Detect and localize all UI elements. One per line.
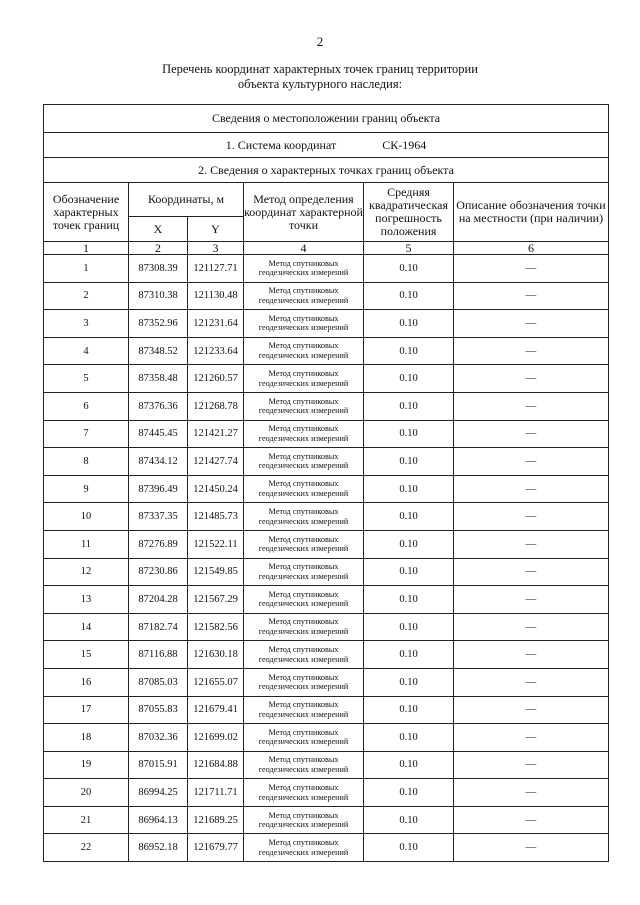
- table-row: [44, 641, 609, 669]
- y-coordinate-cell: 121127.71: [188, 255, 244, 283]
- table-row: [44, 310, 609, 338]
- y-coordinate-cell: 121427.74: [188, 448, 244, 476]
- description-cell: —: [454, 586, 609, 614]
- x-coordinate-cell: 87396.49: [129, 475, 188, 503]
- description-cell: —: [454, 310, 609, 338]
- table-row: [44, 751, 609, 779]
- error-cell: 0.10: [364, 310, 454, 338]
- table-row: [44, 558, 609, 586]
- point-number-cell: 2: [44, 282, 129, 310]
- point-number-cell: 3: [44, 310, 129, 338]
- method-cell: Метод спутниковых геодезических измерений: [244, 530, 364, 558]
- point-number-cell: 8: [44, 448, 129, 476]
- points-info-label: 2. Сведения о характерных точках границ объекта: [44, 158, 609, 183]
- point-number-cell: 11: [44, 530, 129, 558]
- table-row: [44, 530, 609, 558]
- point-number-cell: 4: [44, 337, 129, 365]
- method-cell: Метод спутниковых геодезических измерений: [244, 751, 364, 779]
- table-row: [44, 365, 609, 393]
- error-cell: 0.10: [364, 668, 454, 696]
- description-cell: —: [454, 558, 609, 586]
- y-coordinate-cell: 121268.78: [188, 392, 244, 420]
- method-cell: Метод спутниковых геодезических измерений: [244, 806, 364, 834]
- method-cell: Метод спутниковых геодезических измерений: [244, 337, 364, 365]
- description-cell: —: [454, 696, 609, 724]
- y-coordinate-cell: 121260.57: [188, 365, 244, 393]
- method-cell: Метод спутниковых геодезических измерений: [244, 392, 364, 420]
- error-cell: 0.10: [364, 337, 454, 365]
- method-cell: Метод спутниковых геодезических измерений: [244, 420, 364, 448]
- error-cell: 0.10: [364, 475, 454, 503]
- point-number-cell: 5: [44, 365, 129, 393]
- error-cell: 0.10: [364, 530, 454, 558]
- point-number-cell: 21: [44, 806, 129, 834]
- x-coordinate-cell: 87308.39: [129, 255, 188, 283]
- y-coordinate-cell: 121699.02: [188, 724, 244, 752]
- x-coordinate-cell: 87055.83: [129, 696, 188, 724]
- x-coordinate-cell: 87032.36: [129, 724, 188, 752]
- table-row: [44, 282, 609, 310]
- error-cell: 0.10: [364, 448, 454, 476]
- error-cell: 0.10: [364, 724, 454, 752]
- method-cell: Метод спутниковых геодезических измерений: [244, 641, 364, 669]
- column-number: 2: [129, 242, 188, 255]
- column-number: 6: [454, 242, 609, 255]
- point-number-cell: 10: [44, 503, 129, 531]
- description-cell: —: [454, 365, 609, 393]
- table-row: [44, 475, 609, 503]
- y-coordinate-cell: 121630.18: [188, 641, 244, 669]
- description-cell: —: [454, 834, 609, 862]
- x-coordinate-cell: 87116.88: [129, 641, 188, 669]
- point-number-cell: 14: [44, 613, 129, 641]
- y-coordinate-cell: 121679.41: [188, 696, 244, 724]
- header-y: Y: [188, 217, 244, 242]
- description-cell: —: [454, 255, 609, 283]
- x-coordinate-cell: 87276.89: [129, 530, 188, 558]
- method-cell: Метод спутниковых геодезических измерений: [244, 558, 364, 586]
- document-title: [0, 62, 640, 92]
- coordinates-table: [43, 104, 609, 862]
- table-row: [44, 420, 609, 448]
- method-cell: Метод спутниковых геодезических измерений: [244, 282, 364, 310]
- x-coordinate-cell: 87085.03: [129, 668, 188, 696]
- table-row: [44, 392, 609, 420]
- method-cell: Метод спутниковых геодезических измерений: [244, 696, 364, 724]
- point-number-cell: 7: [44, 420, 129, 448]
- column-number: 1: [44, 242, 129, 255]
- column-number: 5: [364, 242, 454, 255]
- description-cell: —: [454, 668, 609, 696]
- title-line-1: Перечень координат характерных точек границ территории: [162, 62, 478, 76]
- x-coordinate-cell: 87376.36: [129, 392, 188, 420]
- error-cell: 0.10: [364, 365, 454, 393]
- column-number: 4: [244, 242, 364, 255]
- y-coordinate-cell: 121711.71: [188, 779, 244, 807]
- x-coordinate-cell: 87230.86: [129, 558, 188, 586]
- error-cell: 0.10: [364, 641, 454, 669]
- header-coordinates: Координаты, м: [129, 183, 244, 217]
- description-cell: —: [454, 420, 609, 448]
- y-coordinate-cell: 121485.73: [188, 503, 244, 531]
- y-coordinate-cell: 121522.11: [188, 530, 244, 558]
- x-coordinate-cell: 86994.25: [129, 779, 188, 807]
- description-cell: —: [454, 282, 609, 310]
- point-number-cell: 1: [44, 255, 129, 283]
- coordinate-system-row: [44, 133, 609, 158]
- y-coordinate-cell: 121684.88: [188, 751, 244, 779]
- point-number-cell: 16: [44, 668, 129, 696]
- table-row: [44, 696, 609, 724]
- y-coordinate-cell: 121679.77: [188, 834, 244, 862]
- error-cell: 0.10: [364, 255, 454, 283]
- method-cell: Метод спутниковых геодезических измерений: [244, 586, 364, 614]
- y-coordinate-cell: 121233.64: [188, 337, 244, 365]
- x-coordinate-cell: 87182.74: [129, 613, 188, 641]
- error-cell: 0.10: [364, 779, 454, 807]
- x-coordinate-cell: 87445.45: [129, 420, 188, 448]
- method-cell: Метод спутниковых геодезических измерений: [244, 448, 364, 476]
- table-row: [44, 668, 609, 696]
- description-cell: —: [454, 337, 609, 365]
- point-number-cell: 20: [44, 779, 129, 807]
- header-x: X: [129, 217, 188, 242]
- description-cell: —: [454, 641, 609, 669]
- column-number: 3: [188, 242, 244, 255]
- description-cell: —: [454, 613, 609, 641]
- table-row: [44, 806, 609, 834]
- y-coordinate-cell: 121549.85: [188, 558, 244, 586]
- y-coordinate-cell: 121582.56: [188, 613, 244, 641]
- point-number-cell: 22: [44, 834, 129, 862]
- x-coordinate-cell: 87310.38: [129, 282, 188, 310]
- description-cell: —: [454, 724, 609, 752]
- point-number-cell: 18: [44, 724, 129, 752]
- error-cell: 0.10: [364, 420, 454, 448]
- y-coordinate-cell: 121450.24: [188, 475, 244, 503]
- method-cell: Метод спутниковых геодезических измерений: [244, 365, 364, 393]
- error-cell: 0.10: [364, 751, 454, 779]
- y-coordinate-cell: 121130.48: [188, 282, 244, 310]
- method-cell: Метод спутниковых геодезических измерений: [244, 255, 364, 283]
- description-cell: —: [454, 806, 609, 834]
- table-row: [44, 503, 609, 531]
- page-number: 2: [316, 34, 324, 49]
- method-cell: Метод спутниковых геодезических измерений: [244, 834, 364, 862]
- error-cell: 0.10: [364, 613, 454, 641]
- description-cell: —: [454, 392, 609, 420]
- x-coordinate-cell: 87358.48: [129, 365, 188, 393]
- y-coordinate-cell: 121421.27: [188, 420, 244, 448]
- method-cell: Метод спутниковых геодезических измерений: [244, 613, 364, 641]
- y-coordinate-cell: 121655.07: [188, 668, 244, 696]
- table-row: [44, 337, 609, 365]
- error-cell: 0.10: [364, 806, 454, 834]
- x-coordinate-cell: 87337.35: [129, 503, 188, 531]
- error-cell: 0.10: [364, 696, 454, 724]
- header-description: Описание обозначения точки на местности (при наличии): [454, 183, 609, 242]
- x-coordinate-cell: 86952.18: [129, 834, 188, 862]
- method-cell: Метод спутниковых геодезических измерений: [244, 475, 364, 503]
- point-number-cell: 12: [44, 558, 129, 586]
- method-cell: Метод спутниковых геодезических измерений: [244, 779, 364, 807]
- header-error: Средняя квадратическая погрешность положения: [364, 183, 454, 242]
- method-cell: Метод спутниковых геодезических измерений: [244, 503, 364, 531]
- x-coordinate-cell: 87348.52: [129, 337, 188, 365]
- table-row: [44, 448, 609, 476]
- header-method: Метод определения координат характерной точки: [244, 183, 364, 242]
- method-cell: Метод спутниковых геодезических измерений: [244, 668, 364, 696]
- error-cell: 0.10: [364, 558, 454, 586]
- error-cell: 0.10: [364, 586, 454, 614]
- y-coordinate-cell: 121567.29: [188, 586, 244, 614]
- table-row: [44, 779, 609, 807]
- x-coordinate-cell: 87434.12: [129, 448, 188, 476]
- description-cell: —: [454, 530, 609, 558]
- error-cell: 0.10: [364, 282, 454, 310]
- error-cell: 0.10: [364, 392, 454, 420]
- x-coordinate-cell: 87015.91: [129, 751, 188, 779]
- table-row: [44, 724, 609, 752]
- method-cell: Метод спутниковых геодезических измерений: [244, 310, 364, 338]
- point-number-cell: 9: [44, 475, 129, 503]
- description-cell: —: [454, 751, 609, 779]
- y-coordinate-cell: 121231.64: [188, 310, 244, 338]
- table-row: [44, 255, 609, 283]
- point-number-cell: 17: [44, 696, 129, 724]
- header-designation: Обозначение характерных точек границ: [44, 183, 129, 242]
- x-coordinate-cell: 87204.28: [129, 586, 188, 614]
- coordinate-system-label: 1. Система координат: [225, 137, 337, 152]
- point-number-cell: 19: [44, 751, 129, 779]
- table-row: [44, 586, 609, 614]
- table-row: [44, 834, 609, 862]
- x-coordinate-cell: 86964.13: [129, 806, 188, 834]
- description-cell: —: [454, 475, 609, 503]
- coordinate-system-value: СК-1964: [382, 137, 427, 152]
- description-cell: —: [454, 448, 609, 476]
- error-cell: 0.10: [364, 834, 454, 862]
- point-number-cell: 13: [44, 586, 129, 614]
- table-row: [44, 613, 609, 641]
- method-cell: Метод спутниковых геодезических измерений: [244, 724, 364, 752]
- section-header: Сведения о местоположении границ объекта: [44, 105, 609, 133]
- description-cell: —: [454, 503, 609, 531]
- x-coordinate-cell: 87352.96: [129, 310, 188, 338]
- y-coordinate-cell: 121689.25: [188, 806, 244, 834]
- description-cell: —: [454, 779, 609, 807]
- title-line-2: объекта культурного наследия:: [237, 77, 403, 91]
- error-cell: 0.10: [364, 503, 454, 531]
- point-number-cell: 15: [44, 641, 129, 669]
- point-number-cell: 6: [44, 392, 129, 420]
